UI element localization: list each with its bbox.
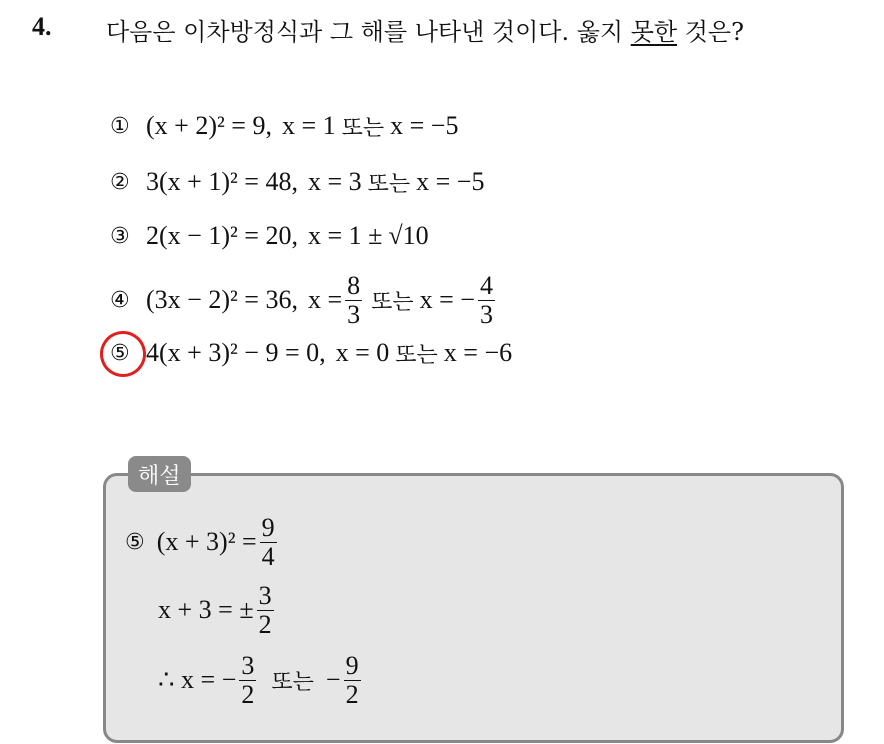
option-2-solution-2: x = −5 — [416, 167, 485, 196]
option-2[interactable] — [110, 160, 484, 204]
option-2-equation: 3(x + 1)² = 48, — [146, 167, 298, 196]
option-3-sqrt: √10 — [388, 221, 429, 250]
explanation-line-3-numerator: 3 — [241, 651, 255, 681]
option-4-equation: (3x − 2)² = 36, — [146, 285, 298, 314]
explanation-line-3-equation: ∴ x = − — [158, 665, 237, 694]
explanation-line-2 — [158, 578, 277, 642]
explanation-line-2-fraction — [257, 582, 274, 638]
explanation-line-1-equation: (x + 3)² = — [156, 527, 257, 556]
explanation-line-3-denominator-2: 2 — [345, 679, 359, 709]
explanation-line-2-denominator: 2 — [258, 609, 272, 639]
option-4-solution: x = — [307, 285, 343, 314]
question-text-before: 다음은 이차방정식과 그 해를 나타낸 것이다. 옳지 — [106, 18, 631, 46]
option-1-solution-2: x = −5 — [390, 111, 459, 140]
option-3-solution: x = 1 ± — [307, 221, 383, 250]
option-5-solution-2: x = −6 — [443, 338, 513, 367]
question-number: 4. — [32, 12, 52, 41]
option-5-mark: ⑤ — [110, 340, 130, 366]
question-underlined: 못한 — [630, 18, 678, 46]
option-1-equation: (x + 2)² = 9, — [146, 111, 272, 140]
explanation-line-3-fraction-2 — [344, 652, 361, 708]
option-2-conjunction: 또는 — [367, 171, 411, 197]
option-2-mark: ② — [110, 169, 130, 195]
explanation-line-1-fraction — [260, 514, 277, 570]
option-5[interactable] — [110, 331, 512, 375]
option-5-conjunction: 또는 — [395, 342, 438, 368]
explanation-line-1-numerator: 9 — [261, 513, 275, 543]
explanation-line-3-numerator-2: 9 — [345, 651, 359, 681]
explanation-tag: 해설 — [128, 456, 191, 492]
explanation-line-3 — [158, 648, 364, 712]
explanation-line-1-mark: ⑤ — [125, 529, 145, 555]
option-1-solution: x = 1 — [281, 111, 336, 140]
question-text-after: 것은? — [677, 18, 744, 46]
option-2-solution: x = 3 — [307, 167, 362, 196]
explanation-line-3-fraction-1 — [239, 652, 256, 708]
option-3[interactable] — [110, 214, 429, 258]
option-4-solution-2: x = − — [419, 285, 475, 314]
explanation-line-3-conjunction: 또는 — [271, 669, 314, 695]
option-4-fraction-2-denominator: 3 — [479, 299, 493, 329]
explanation-line-2-equation: x + 3 = ± — [158, 595, 254, 624]
option-3-mark: ③ — [110, 223, 130, 249]
option-4-fraction-1-numerator: 8 — [347, 271, 361, 301]
explanation-line-2-numerator: 3 — [258, 581, 272, 611]
option-5-solution: x = 0 — [335, 338, 390, 367]
explanation-line-1 — [125, 510, 280, 574]
option-1-mark: ① — [110, 113, 130, 139]
explanation-line-3-denominator: 2 — [241, 679, 255, 709]
option-4-fraction-1 — [345, 272, 362, 328]
option-4-mark: ④ — [110, 287, 130, 313]
option-3-equation: 2(x − 1)² = 20, — [146, 221, 298, 250]
option-1-conjunction: 또는 — [341, 115, 385, 141]
option-1[interactable] — [110, 104, 458, 148]
question-text — [106, 12, 744, 47]
option-4-fraction-1-denominator: 3 — [347, 299, 361, 329]
option-4-fraction-2-numerator: 4 — [479, 271, 493, 301]
option-4[interactable] — [110, 272, 498, 328]
option-4-conjunction: 또는 — [371, 289, 414, 315]
explanation-line-3-minus: − — [325, 665, 341, 694]
option-4-fraction-2 — [478, 272, 495, 328]
explanation-line-1-denominator: 4 — [261, 541, 275, 571]
option-5-equation: 4(x + 3)² − 9 = 0, — [146, 338, 326, 367]
